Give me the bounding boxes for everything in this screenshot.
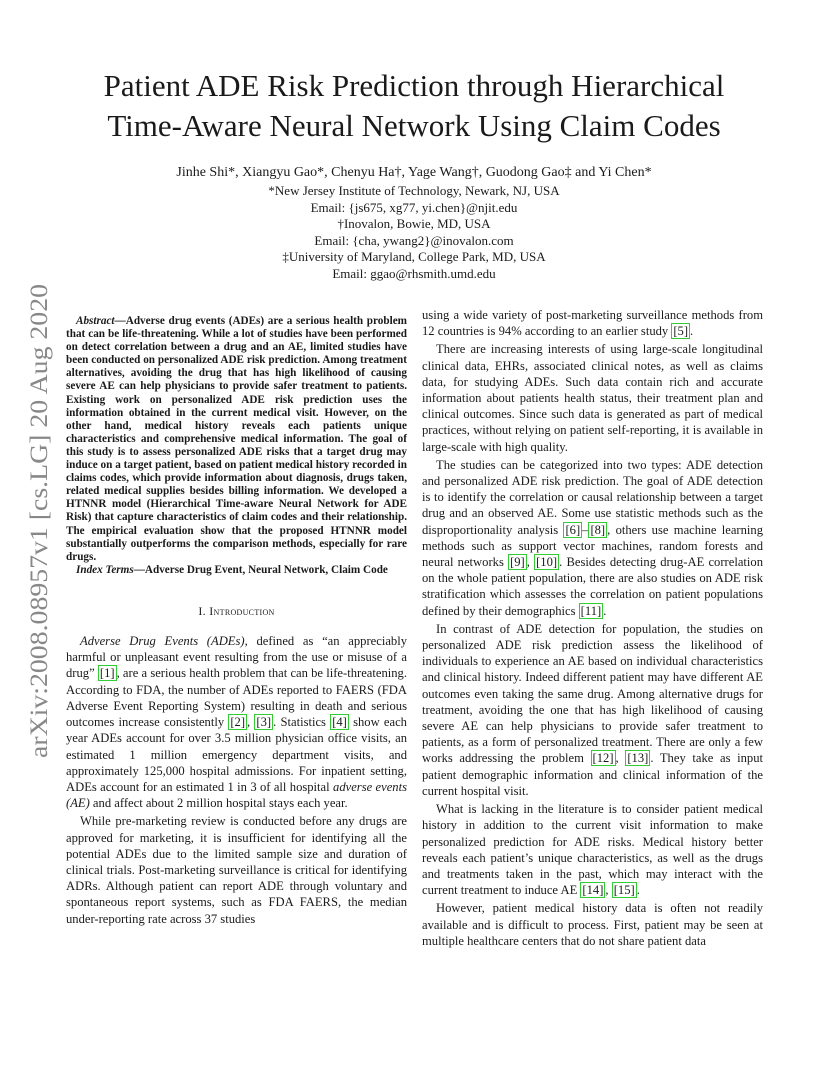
body-paragraph <box>66 633 407 811</box>
paragraph-text: . They take as input patient demographic information and clinical information of the current hospital visit. <box>422 751 764 798</box>
paragraph-text: There are increasing interests of using large-scale longitudinal clinical data, EHRs, associated clinical notes, as well as claims data, for studying ADEs. Such data contain rich and accurate information about patients health status, their treatment plan and clinical outcomes. Since such data is generated as part of medical practices, without relying on patient self-reporting, it is available in large-scale with high quality. <box>422 342 763 454</box>
paragraph-text: , <box>615 751 626 766</box>
citation-link[interactable]: [14] <box>582 883 604 898</box>
citation-link[interactable]: [11] <box>580 603 602 618</box>
left-column <box>66 315 407 929</box>
body-paragraph <box>422 801 763 898</box>
email-line: Email: {js675, xg77, yi.chen}@njit.edu <box>310 199 518 215</box>
paragraph-text: – <box>582 522 589 537</box>
body-paragraph <box>422 900 763 949</box>
citation-link[interactable]: [12] <box>592 751 614 766</box>
paragraph-text: While pre-marketing review is conducted before any drugs are approved for marketing, it is insufficient for identifying all the potential ADEs due to the limited sample size and duration of clinical trials. Post-marketing surveillance is critical for identifying ADRs. Although patient can report ADE through voluntary and spontaneous report systems, such as FDA FAERS, the median under-reporting rate across 37 studies <box>66 814 407 926</box>
paragraph-text: , defined as “an appreciably harmful or unpleasant event resulting from the use or misuse of a drug” <box>66 634 408 681</box>
paragraph-text: , are a serious health problem that can be life-threatening. According to FDA, the number of ADEs reported to FAERS (FDA Adverse Event Reporting System) resulting in death and serious outcomes increase consistently <box>66 666 407 730</box>
citation-link[interactable]: [2] <box>230 715 246 730</box>
emphasized-text: Adverse Drug Events (ADEs) <box>80 634 245 649</box>
citation-link[interactable]: [10] <box>536 555 558 570</box>
citation-link[interactable]: [8] <box>590 522 606 537</box>
abstract <box>66 315 407 564</box>
body-paragraph <box>422 457 763 619</box>
email-line: Email: {cha, ywang2}@inovalon.com <box>314 232 514 248</box>
affiliation-line: ‡University of Maryland, College Park, MD, USA <box>282 249 546 264</box>
paragraph-text: , <box>526 555 535 570</box>
citation-link[interactable]: [3] <box>256 715 272 730</box>
paper-title-line: Time-Aware Neural Network Using Claim Codes <box>107 108 721 143</box>
paragraph-text: and affect about 2 million hospital stays each year. <box>89 796 348 811</box>
citation-link[interactable]: [9] <box>510 555 525 570</box>
citation-link[interactable]: [4] <box>332 715 347 730</box>
paragraph-text: The studies can be categorized into two types: ADE detection and personalized ADE risk prediction. The goal of ADE detection is to identify the correlation or causal relationship between a target drug and an observed AE. Some use statistic methods such as the disproportionality analysis <box>422 457 763 537</box>
left-body <box>66 633 407 927</box>
emphasized-text: adverse events (AE) <box>66 779 407 811</box>
citation-link[interactable]: [1] <box>99 666 115 681</box>
citation-link[interactable]: [6] <box>565 522 581 537</box>
affiliation-line: †Inovalon, Bowie, MD, USA <box>337 216 491 231</box>
index-terms-lead: Index Terms <box>76 563 134 576</box>
email-line: Email: ggao@rhsmith.umd.edu <box>332 265 496 281</box>
paragraph-text: However, patient medical history data is often not readily available and is difficult to process. First, patient may be seen at multiple healthcare centers that do not share patient data <box>422 901 763 948</box>
paragraph-text: , <box>605 883 612 898</box>
paragraph-text: using a wide variety of post-marketing surveillance methods from 12 countries is 94% according to an earlier study <box>422 308 763 339</box>
right-body <box>422 307 763 949</box>
affiliation-line: *New Jersey Institute of Technology, Newark, NJ, USA <box>268 183 560 198</box>
paragraph-text: , <box>247 715 255 730</box>
paragraph-text: . Statistics <box>273 715 331 730</box>
paper-title <box>60 66 768 146</box>
body-paragraph <box>422 341 763 454</box>
paper-title-line: Patient ADE Risk Prediction through Hierarchical <box>103 68 725 103</box>
body-paragraph <box>66 813 407 926</box>
paragraph-text: . Besides detecting drug-AE correlation on the whole patient population, there are also studies on ADE risk stratification which assesses the correlation on patient populations defined by their demographics <box>422 555 764 618</box>
paragraph-text: What is lacking in the literature is to consider patient medical history in addition to the current visit information to make personalized prediction for ADE risks. Medical history better reveals each patient’s unique characteristics, as well as the drugs and treatments taken in the past, which may interact with the current treatment to induce AE <box>422 802 763 898</box>
citation-link[interactable]: [13] <box>627 751 649 766</box>
index-terms-text: —Adverse Drug Event, Neural Network, Claim Code <box>133 563 388 576</box>
arxiv-identifier-text: arXiv:2008.08957v1 [cs.LG] 20 Aug 2020 <box>26 331 53 758</box>
arxiv-identifier-stamp <box>16 282 60 760</box>
citation-link[interactable]: [15] <box>613 883 635 898</box>
abstract-lead: Abstract <box>76 315 115 327</box>
index-terms <box>66 564 407 577</box>
author-block <box>60 164 768 282</box>
paragraph-text: . <box>690 324 694 339</box>
citation-link[interactable]: [5] <box>673 324 689 339</box>
paragraph-text: . <box>636 883 640 898</box>
paragraph-text: . <box>603 603 607 618</box>
abstract-text: —Adverse drug events (ADEs) are a serious health problem that can be life-threatening. While a lot of studies have been performed on detect correlation between a drug and an AE, limited studies have been conducted on personalized ADE risk prediction. Among treatment alternatives, avoiding the drug that has high likelihood of causing severe AE can help physicians to provide safer treatment to patients. Existing work on personalized ADE risk prediction uses the information obtained in the current medical visit. However, on the other hand, medical history reveals each patients unique characteristics and comprehensive medical information. The goal of this study is to assess personalized ADE risks that a target drug may induce on a target patient, based on patient medical history recorded in claims codes, which provide information about diagnosis, drugs taken, related medical supplies besides billing information. We developed a HTNNR model (Hierarchical Time-aware Neural Network for ADE Risk) that capture characteristics of claim codes and their relationship. The empirical evaluation show that the proposed HTNNR model substantially outperforms the comparison methods, especially for rare drugs. <box>66 315 407 563</box>
section-heading: I. Introduction <box>198 603 275 618</box>
author-names: Jinhe Shi*, Xiangyu Gao*, Chenyu Ha†, Yage Wang†, Guodong Gao‡ and Yi Chen* <box>176 165 652 180</box>
body-paragraph <box>422 307 763 339</box>
paragraph-text: show each year ADEs account for over 3.5 million physician office visits, an estimated 1 million emergency department visits, and approximately 125,000 hospital admissions. For inpatient setting, ADEs account for an estimated 1 in 3 of all hospital <box>66 715 407 794</box>
body-paragraph <box>422 621 763 799</box>
paragraph-text: , others use machine learning methods such as support vector machines, random forests and neural networks <box>422 522 763 570</box>
paragraph-text: In contrast of ADE detection for population, the studies on personalized ADE risk prediction assess the likelihood of individuals to experience an AE based on individual characteristics and clinical history. Indeed different patient may have different AE outcomes even taking the same drug. Among alternative drugs for treatment, avoiding the one that has high likelihood of causing severe AE can help physicians to provide safer treatment to patients, as a form of personalized treatment. There are only a few works addressing the problem <box>422 621 763 766</box>
right-column <box>422 307 763 951</box>
